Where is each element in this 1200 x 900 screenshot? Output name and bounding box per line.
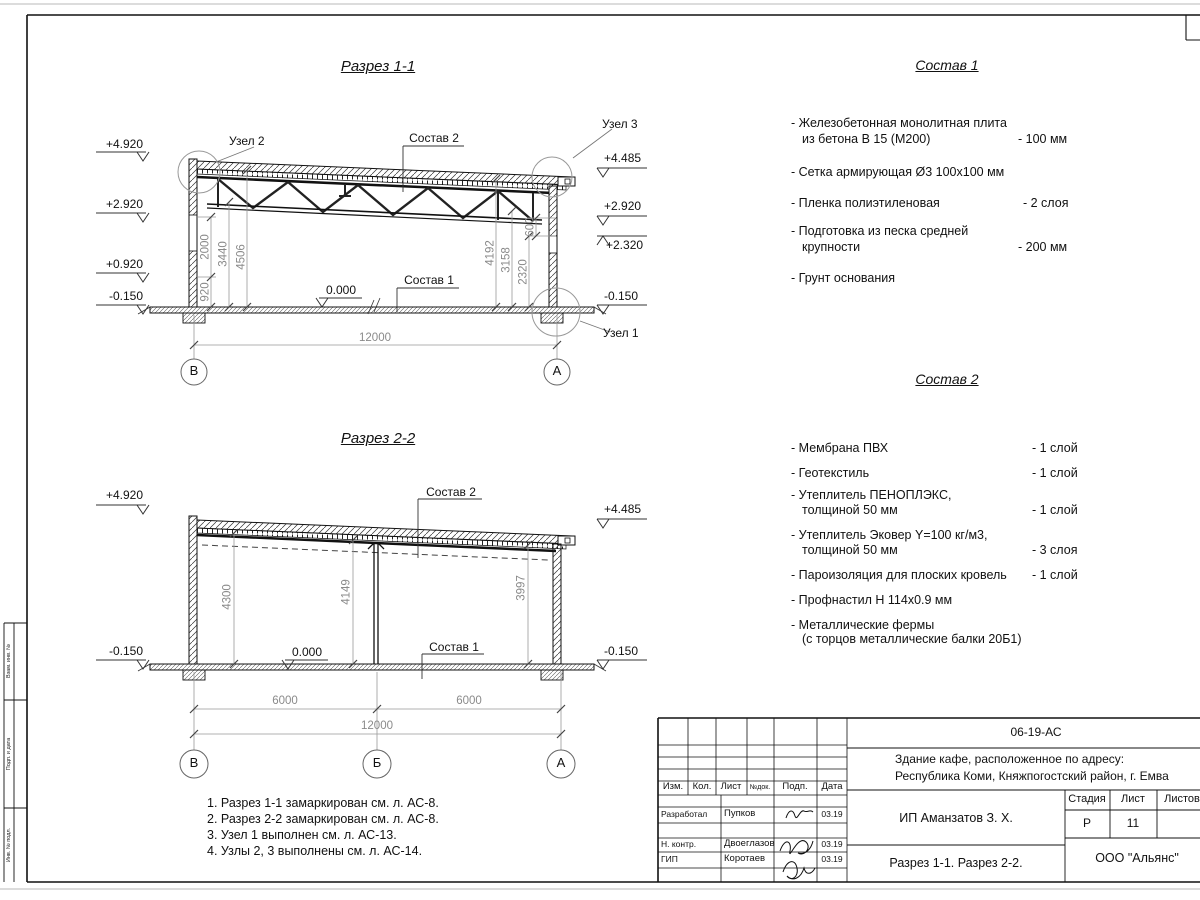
- dim-label: 6000: [456, 695, 482, 707]
- list-item: - Утеплитель ПЕНОПЛЭКС,: [791, 488, 952, 502]
- list-item: - Утеплитель Эковер Y=100 кг/м3,: [791, 528, 988, 542]
- stamp-name: Двоеглазов: [724, 838, 775, 849]
- doc-number: 06-19-АС: [1010, 725, 1062, 739]
- dim-label: 3440: [217, 241, 230, 267]
- axis-bubble: А: [556, 755, 566, 771]
- note-line: 2. Разрез 2-2 замаркирован см. л. АС-8.: [207, 812, 439, 826]
- zero-level-label: 0.000: [325, 283, 357, 297]
- stamp-date: 03.19: [821, 839, 843, 849]
- list-item-value: - 3 слоя: [1032, 543, 1078, 557]
- list-item: - Грунт основания: [791, 271, 896, 285]
- project-title-line1: Здание кафе, расположенное по адресу:: [895, 752, 1125, 766]
- level-mark: -0.150: [108, 644, 143, 658]
- sheets-header: Листов: [1164, 793, 1200, 805]
- list-item: - Пароизоляция для плоских кровель: [791, 568, 1007, 582]
- client-name: ИП Аманзатов З. Х.: [899, 811, 1013, 825]
- dim-label: 4149: [340, 579, 353, 605]
- list-item-value: - 1 слой: [1032, 466, 1078, 480]
- list-item: - Подготовка из песка средней: [791, 224, 969, 238]
- stamp-col-header: Изм.: [662, 781, 684, 792]
- dim-label: 2000: [199, 234, 212, 260]
- axis-bubble: В: [189, 363, 199, 379]
- stamp-col-header: Кол.: [692, 781, 712, 792]
- axis-bubble: А: [552, 363, 562, 379]
- composition-callout: Состав 1: [404, 273, 454, 287]
- stamp-name: Коротаев: [724, 853, 766, 864]
- level-mark: +4.485: [604, 151, 642, 165]
- list-item: - Геотекстиль: [791, 466, 870, 480]
- project-title-line2: Республика Коми, Княжпогостский район, г. Емва: [895, 769, 1169, 783]
- stamp-date: 03.19: [821, 809, 843, 819]
- list-item: - Металлические фермы: [791, 618, 935, 632]
- sheet-value: 11: [1126, 816, 1140, 830]
- stamp-date: 03.19: [821, 854, 843, 864]
- level-mark: -0.150: [604, 644, 639, 658]
- list-item-value: - 2 слоя: [1023, 196, 1069, 210]
- dim-label: 3997: [515, 575, 528, 601]
- stamp-role: ГИП: [661, 854, 678, 864]
- axis-bubble: Б: [372, 755, 382, 771]
- list-item: толщиной 50 мм: [802, 503, 898, 517]
- drawing-title: Разрез 1-1. Разрез 2-2.: [889, 856, 1023, 870]
- section1-title: Разрез 1-1: [340, 58, 416, 75]
- note-line: 3. Узел 1 выполнен см. л. АС-13.: [207, 828, 397, 842]
- list-item-value: - 1 слой: [1032, 568, 1078, 582]
- level-mark: +4.485: [604, 502, 642, 516]
- dim-label: 12000: [361, 720, 393, 732]
- level-mark: +2.320: [606, 238, 644, 252]
- composition-callout: Состав 2: [409, 131, 459, 145]
- node-callout: Узел 2: [229, 134, 265, 148]
- level-mark: +2.920: [604, 199, 642, 213]
- list-item: - Сетка армирующая Ø3 100x100 мм: [791, 165, 1005, 179]
- zero-level-label: 0.000: [291, 645, 323, 659]
- margin-stamp-label: Подп. и дата: [5, 737, 12, 771]
- composition-callout: Состав 1: [429, 640, 479, 654]
- level-mark: +0.920: [105, 257, 143, 271]
- list-item: (с торцов металлические балки 20Б1): [802, 632, 1022, 646]
- dim-label: 12000: [359, 332, 391, 344]
- composition2-title: Состав 2: [915, 371, 979, 387]
- dim-label: 4506: [235, 244, 248, 270]
- note-line: 4. Узлы 2, 3 выполнены см. л. АС-14.: [207, 844, 423, 858]
- dim-label: 4192: [484, 240, 497, 266]
- stage-value: Р: [1082, 816, 1092, 830]
- level-mark: +4.920: [105, 137, 143, 151]
- node-callout: Узел 3: [602, 117, 638, 131]
- node-callout: Узел 1: [603, 326, 639, 340]
- list-item: из бетона В 15 (М200): [802, 132, 931, 146]
- note-line: 1. Разрез 1-1 замаркирован см. л. АС-8.: [207, 796, 439, 810]
- stamp-role: Н. контр.: [661, 839, 697, 849]
- level-mark: -0.150: [108, 289, 143, 303]
- stage-header: Стадия: [1068, 793, 1106, 805]
- stamp-col-header: №док.: [749, 784, 771, 791]
- list-item-value: - 200 мм: [1018, 240, 1068, 254]
- stamp-col-header: Лист: [720, 781, 742, 792]
- list-item: - Железобетонная монолитная плита: [791, 116, 1007, 130]
- composition1-title: Состав 1: [915, 57, 979, 73]
- list-item: - Пленка полиэтиленовая: [791, 196, 940, 210]
- stamp-col-header: Дата: [821, 781, 843, 792]
- list-item: крупности: [802, 240, 861, 254]
- dim-label: 2320: [517, 259, 530, 285]
- dim-label: 4300: [221, 584, 234, 610]
- list-item-value: - 1 слой: [1032, 503, 1078, 517]
- list-item: толщиной 50 мм: [802, 543, 898, 557]
- dim-label: 3158: [500, 247, 513, 273]
- stamp-role: Разработал: [661, 809, 708, 819]
- list-item-value: - 100 мм: [1018, 132, 1068, 146]
- margin-stamp-label: Взам. инв. №: [5, 643, 12, 679]
- company-name: ООО "Альянс": [1095, 851, 1179, 865]
- level-mark: +4.920: [105, 488, 143, 502]
- stamp-col-header: Подп.: [782, 781, 808, 792]
- list-item-value: - 1 слой: [1032, 441, 1078, 455]
- list-item: - Профнастил Н 114x0.9 мм: [791, 593, 953, 607]
- composition-callout: Состав 2: [426, 485, 476, 499]
- list-item: - Мембрана ПВХ: [791, 441, 889, 455]
- margin-stamp-label: Инв. № подл.: [5, 827, 12, 863]
- sheet-header: Лист: [1121, 793, 1145, 805]
- section2-title: Разрез 2-2: [340, 430, 416, 447]
- dim-label: 6000: [272, 695, 298, 707]
- axis-bubble: В: [189, 755, 199, 771]
- level-mark: -0.150: [604, 289, 639, 303]
- stamp-name: Пупков: [724, 808, 756, 819]
- dim-label: 600: [524, 217, 537, 237]
- level-mark: +2.920: [105, 197, 143, 211]
- dim-label: 920: [199, 282, 212, 302]
